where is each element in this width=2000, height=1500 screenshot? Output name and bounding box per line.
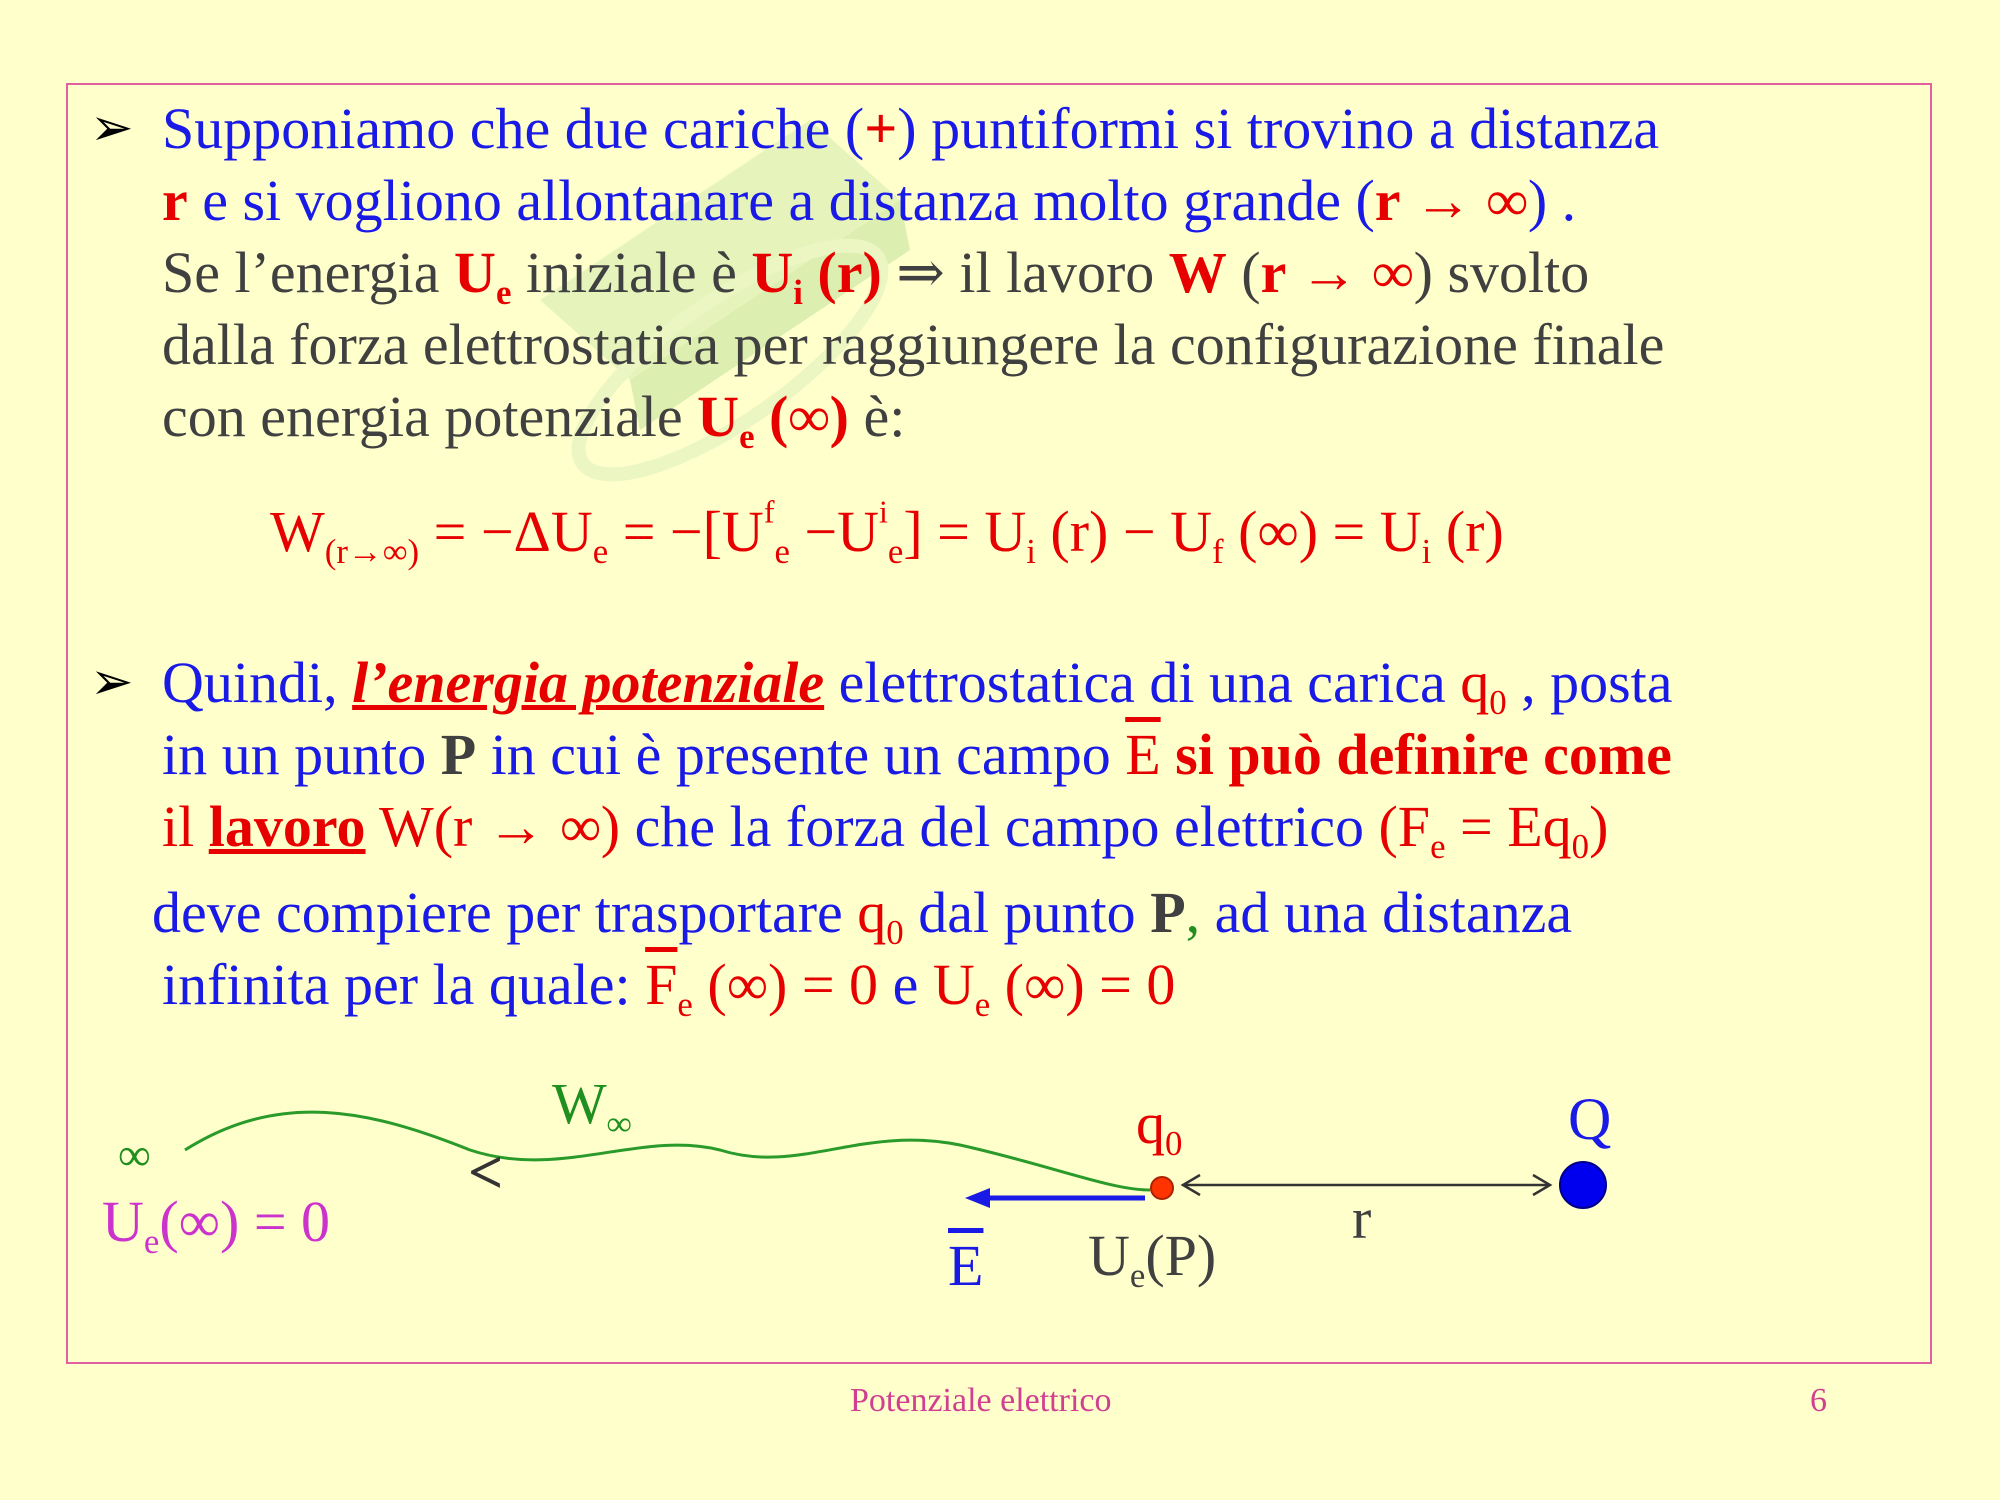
p2-line-5: infinita per la quale: $\overline{F}_e$ (∞) = 0 e $U_e$ (∞) = 0 xyxy=(162,952,1176,1025)
w-infinity-label: $W_\infty$ xyxy=(552,1071,632,1144)
infinity-label: ∞ xyxy=(118,1129,151,1180)
footer-title: Potenziale elettrico xyxy=(850,1382,1112,1419)
ue-infinity-label: $U_e(\infty) = 0$ xyxy=(102,1189,331,1262)
Q-label: Q xyxy=(1568,1086,1612,1152)
p1-line-5: con energia potenziale $U_e$ (∞) è: xyxy=(162,384,906,457)
bullet-2-icon: ➢ xyxy=(90,654,134,711)
p1-line-2: r e si vogliono allontanare a distanza molto grande (r → ∞) . xyxy=(162,168,1577,233)
source-charge-dot xyxy=(1560,1162,1606,1208)
p2-line-3: il lavoro W(r → ∞) che la forza del campo elettrico $(F_e = Eq_0)$ xyxy=(162,794,1609,867)
bullet-1-icon: ➢ xyxy=(90,100,134,157)
work-equation: $W_{(r\to\infty)} = -\Delta U_e = -[U^f_e -U^i_e] = U_i$ $(r) - U_f$ (∞) = $U_i$ (r) xyxy=(270,494,1504,572)
E-label: $\overline{E}$ xyxy=(948,1233,984,1298)
test-charge-dot xyxy=(1151,1177,1173,1199)
p2-line-1: Quindi, l’energia potenziale elettrostatica di una carica $q_0$ , posta xyxy=(162,650,1673,723)
p1-line-1: Supponiamo che due cariche (+) puntiformi si trovino a distanza xyxy=(162,96,1660,161)
field-arrow-head xyxy=(965,1188,990,1208)
p1-line-4: dalla forza elettrostatica per raggiungere la configurazione finale xyxy=(162,312,1665,377)
q0-label: $q_0$ xyxy=(1136,1091,1183,1164)
work-path-curve xyxy=(185,1112,1150,1190)
p1-line-3: Se l’energia $U_e$ iniziale è $U_i$ (r) ⇒ il lavoro W (r → ∞) svolto xyxy=(162,240,1590,313)
ue-p-label: $U_e(P)$ xyxy=(1088,1223,1217,1296)
path-arrowhead: < xyxy=(468,1139,504,1207)
r-label: r xyxy=(1352,1186,1372,1251)
p2-line-2: in un punto P in cui è presente un campo $\overline{E}$ si può definire come xyxy=(162,722,1672,787)
p2-line-4: deve compiere per trasportare $q_0$ dal punto P, ad una distanza xyxy=(152,880,1573,953)
page-number: 6 xyxy=(1810,1382,1827,1419)
